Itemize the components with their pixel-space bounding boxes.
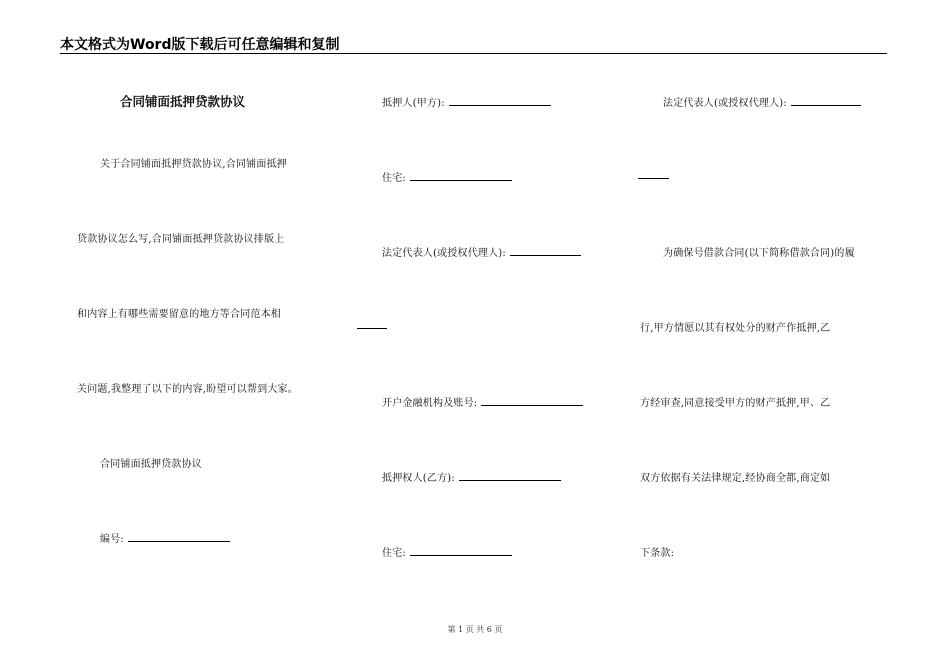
residence-label-2: 住宅: [382, 548, 406, 559]
residence-blank-2 [410, 545, 512, 556]
residence-field-2 [382, 544, 512, 559]
legal-rep-blank-continuation-middle [357, 328, 387, 329]
legal-rep-blank-middle [510, 245, 581, 256]
bank-account-label: 开户金融机构及账号: [382, 398, 478, 409]
number-field [100, 530, 230, 545]
legal-rep-blank-continuation-right [638, 178, 669, 179]
bank-account-field [382, 394, 583, 409]
intro-line-1: 关于合同铺面抵押贷款协议,合同铺面抵押 [100, 159, 287, 170]
mortgagee-label: 抵押权人(乙方): [382, 473, 455, 484]
intro-line-2: 贷款协议怎么写,合同铺面抵押贷款协议排版上 [77, 234, 285, 245]
residence-field-1 [382, 169, 512, 184]
terms-line-2: 行,甲方情愿以其有权处分的财产作抵押,乙 [640, 323, 831, 334]
agreement-subtitle: 合同铺面抵押贷款协议 [100, 459, 202, 470]
mortgagee-field [382, 469, 561, 484]
bank-account-blank [481, 395, 583, 406]
page-number: 第 1 页 共 6 页 [447, 625, 503, 634]
terms-line-3: 方经审查,同意接受甲方的财产抵押,甲、乙 [640, 398, 831, 409]
number-label: 编号: [100, 534, 124, 545]
mortgagor-blank [449, 95, 551, 106]
terms-line-4: 双方依据有关法律规定,经协商全都,商定如 [640, 473, 831, 484]
legal-rep-field-middle [382, 244, 581, 259]
mortgagor-field [382, 94, 551, 109]
document-title: 合同铺面抵押贷款协议 [120, 94, 246, 109]
mortgagor-label: 抵押人(甲方): [382, 98, 445, 109]
header-divider [60, 53, 887, 54]
terms-line-1: 为确保号借款合同(以下简称借款合同)的履 [663, 248, 855, 259]
residence-label-1: 住宅: [382, 173, 406, 184]
number-blank [128, 531, 230, 542]
residence-blank-1 [410, 170, 512, 181]
legal-rep-blank-right [791, 95, 861, 106]
intro-line-4: 关问题,我整理了以下的内容,盼望可以帮到大家。 [77, 384, 298, 395]
mortgagee-blank [459, 470, 561, 481]
legal-rep-label-middle: 法定代表人(或授权代理人): [382, 248, 506, 259]
legal-rep-field-right [663, 94, 861, 109]
intro-line-3: 和内容上有哪些需要留意的地方等合同范本相 [77, 309, 281, 320]
document-header: 本文格式为Word版下载后可任意编辑和复制 [60, 37, 340, 53]
legal-rep-label-right: 法定代表人(或授权代理人): [663, 98, 787, 109]
terms-line-5: 下条款: [640, 548, 675, 559]
